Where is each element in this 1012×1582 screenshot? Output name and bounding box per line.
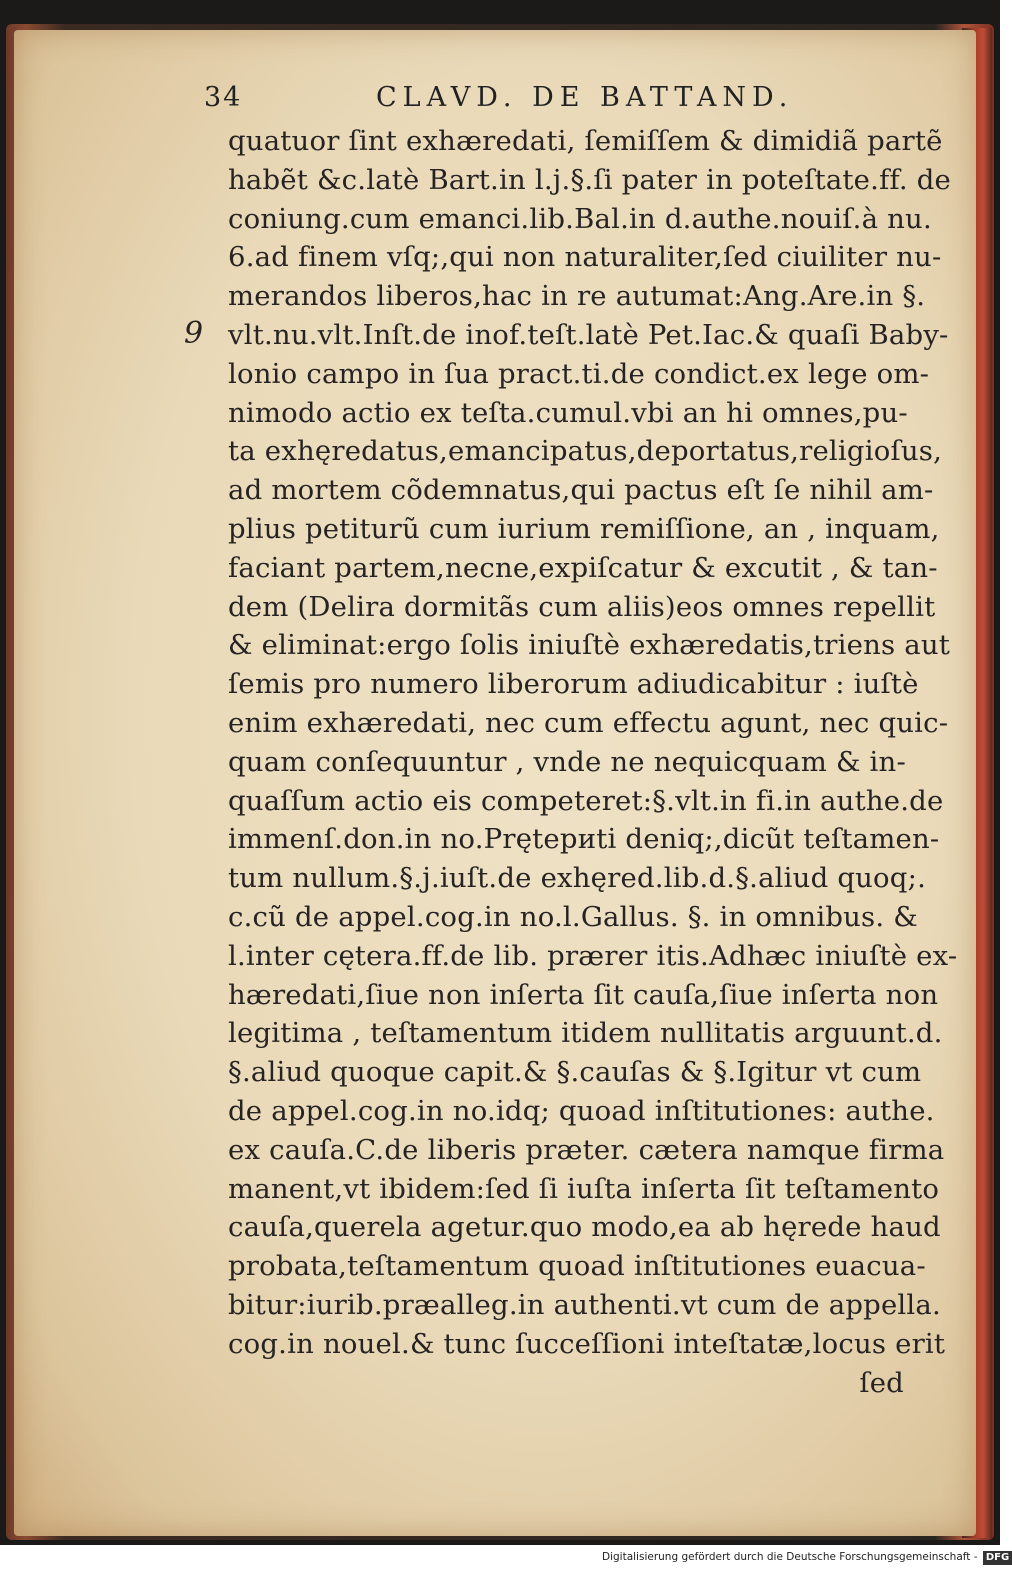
- text-line: manent,vt ibidem:ſed ſi iuſta inſerta ſit teſtamento: [228, 1172, 940, 1205]
- text-line: 6.ad finem vſq;,qui non naturaliter,ſed ciuiliter nu-: [228, 241, 942, 274]
- text-line: hæredati,ſiue non inſerta ſit cauſa,ſiue inſerta non: [228, 978, 939, 1011]
- catchword: ſed: [859, 1366, 904, 1399]
- running-head: CLAVD. DE BATTAND.: [376, 82, 794, 113]
- text-line: ſemis pro numero liberorum adiudicabitur : iuſtè: [228, 668, 919, 701]
- digitization-footer: [602, 1551, 1010, 1573]
- text-line: enim exhæredati, nec cum effectu agunt, nec quic-: [228, 706, 949, 739]
- text-line: plius petiturũ cum iurium remiſſione, an , inquam,: [228, 512, 940, 545]
- text-line: legitima , teſtamentum itidem nullitatis arguunt.d.: [228, 1017, 943, 1050]
- text-line: coniung.cum emanci.lib.Bal.in d.authe.nouiſ.à nu.: [228, 202, 932, 235]
- text-line: c.cũ de appel.cog.in no.l.Gallus. §. in omnibus. &: [228, 900, 918, 933]
- text-line: dem (Delira dormitãs cum aliis)eos omnes repellit: [228, 590, 936, 623]
- page-number: 34: [204, 82, 243, 113]
- margin-note: 9: [184, 316, 204, 351]
- text-line: faciant partem,necne,expiſcatur & excutit , & tan-: [228, 551, 938, 584]
- text-line: quaſſum actio eis competeret:§.vlt.in fi.in authe.de: [228, 784, 944, 817]
- text-line: ex cauſa.C.de liberis præter. cætera namque firma: [228, 1133, 945, 1166]
- text-line: cog.in nouel.& tunc ſucceſſioni inteſtatæ,locus erit: [228, 1327, 946, 1360]
- text-line: & eliminat:ergo ſolis iniuſtè exhæredatis,triens aut: [228, 629, 950, 662]
- text-line: probata,teſtamentum quoad inſtitutiones euacua-: [228, 1250, 926, 1283]
- text-line: lonio campo in ſua pract.ti.de condict.ex lege om-: [228, 357, 930, 390]
- text-line: immenſ.don.in no.Prętериti deniq;,dicũt teſtamen-: [228, 823, 940, 856]
- text-line: quam conſequuntur , vnde ne nequicquam & in-: [228, 745, 906, 778]
- text-line: quatuor ſint exhæredati, ſemiſſem & dimidiã partẽ: [228, 125, 943, 157]
- text-line: tum nullum.§.j.iuſt.de exhęred.lib.d.§.aliud quoq;.: [228, 862, 927, 895]
- text-line: ad mortem cõdemnatus,qui pactus eſt ſe nihil am-: [228, 474, 934, 507]
- text-line: §.aliud quoque capit.& §.cauſas & §.Igitur vt cum: [228, 1056, 922, 1089]
- footer-text: Digitalisierung gefördert durch die Deutsche Forschungsgemeinschaft -: [602, 1551, 978, 1563]
- text-line: l.inter cętera.ff.de lib. prærer itis.Adhæc iniuſtè ex-: [228, 939, 958, 972]
- text-line: ta exhęredatus,emancipatus,deportatus,religioſus,: [228, 435, 943, 468]
- dfg-logo: DFG: [983, 1551, 1012, 1565]
- text-line: de appel.cog.in no.idq; quoad inſtitutiones: authe.: [228, 1094, 935, 1127]
- text-line: merandos liberos,hac in re autumat:Ang.Are.in §.: [228, 280, 926, 313]
- text-line: vlt.nu.vlt.Inſt.de inof.teſt.latè Pet.Iac.& quaſi Baby-: [228, 318, 949, 351]
- text-line: nimodo actio ex teſta.cumul.vbi an hi omnes,pu-: [228, 396, 908, 429]
- body-text: [228, 122, 958, 1402]
- text-line: habẽt &c.latè Bart.in l.j.§.ſi pater in poteſtate.ff. de: [228, 163, 952, 196]
- page-header: [200, 80, 900, 120]
- text-line: cauſa,querela agetur.quo modo,ea ab hęrede haud: [228, 1211, 941, 1244]
- text-line: bitur:iurib.præalleg.in authenti.vt cum de appella.: [228, 1288, 941, 1321]
